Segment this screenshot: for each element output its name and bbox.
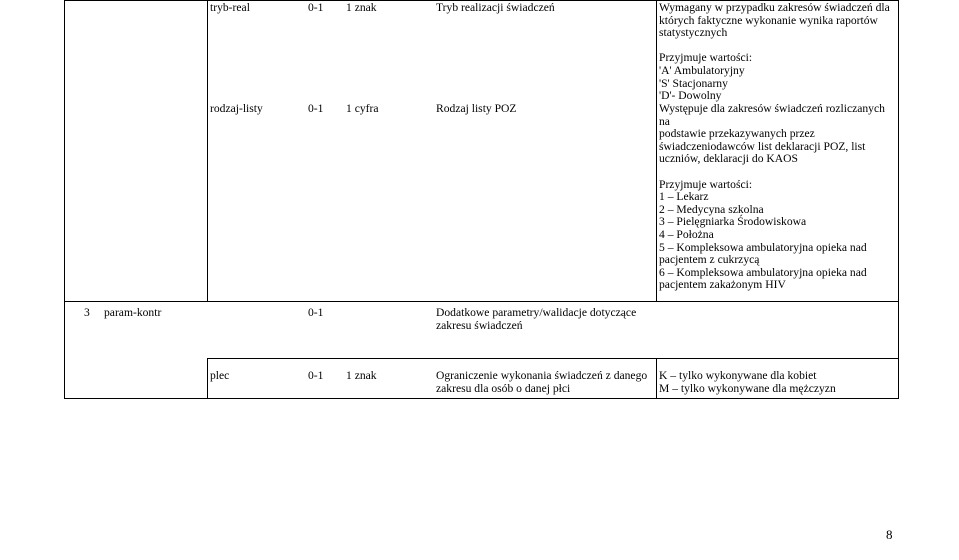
- column-divider-remarks: [656, 0, 657, 302]
- field-type: 1 znak: [346, 1, 377, 14]
- field-number: 3: [84, 306, 90, 319]
- column-divider-name: [207, 358, 208, 399]
- table-bottom-border: [64, 398, 899, 399]
- field-name: tryb-real: [210, 1, 250, 14]
- field-name: plec: [210, 369, 230, 382]
- field-occurrence: 0-1: [308, 369, 324, 382]
- field-remarks: Występuje dla zakresów świadczeń rozliczanych na podstawie przekazywanych przez świadczeniodawców list deklaracji POZ, list uczniów, deklaracji do KAOS Przyjmuje wartości: 1 – Lekarz 2 – Medycyna szkolna 3 – Pielęgniarka Środowiskowa 4 – Położna 5 – Kompleksowa ambulatoryjna opieka nad pacjentem z cukrzycą 6 – Kompleksowa ambulatoryjna opieka nad pacjentem zakażonym HIV: [659, 102, 885, 292]
- field-description: Tryb realizacji świadczeń: [436, 1, 555, 14]
- field-occurrence: 0-1: [308, 102, 324, 115]
- field-name: param-kontr: [104, 306, 162, 319]
- field-description: Dodatkowe parametry/walidacje dotyczące zakresu świadczeń: [436, 306, 637, 332]
- row-divider: [64, 301, 899, 302]
- column-divider-name: [207, 0, 208, 302]
- field-description: Ograniczenie wykonania świadczeń z danego zakresu dla osób o danej płci: [436, 369, 648, 395]
- field-name: rodzaj-listy: [210, 102, 263, 115]
- column-divider-remarks: [656, 358, 657, 399]
- table-right-border: [898, 0, 899, 399]
- field-type: 1 znak: [346, 369, 377, 382]
- field-description: Rodzaj listy POZ: [436, 102, 517, 115]
- page-number: 8: [886, 527, 893, 542]
- row-divider: [207, 358, 899, 359]
- field-remarks: Wymagany w przypadku zakresów świadczeń dla których faktyczne wykonanie wynika raportów statystycznych Przyjmuje wartości: 'A' Ambulatoryjny 'S' Stacjonarny 'D'- Dowolny: [659, 1, 890, 103]
- field-type: 1 cyfra: [346, 102, 379, 115]
- field-occurrence: 0-1: [308, 306, 324, 319]
- table-left-border: [64, 0, 65, 399]
- field-occurrence: 0-1: [308, 1, 324, 14]
- field-remarks: K – tylko wykonywane dla kobiet M – tylko wykonywane dla mężczyzn: [659, 369, 836, 395]
